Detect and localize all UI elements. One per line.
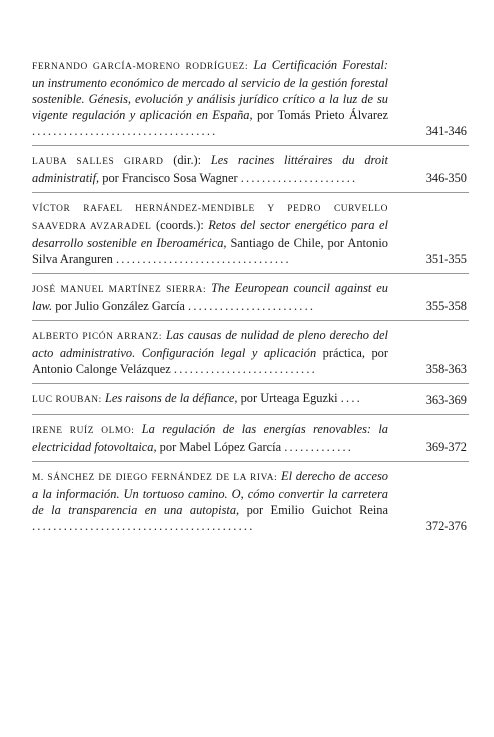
toc-entry-text [32, 421, 388, 455]
toc-reviewer: por Mabel López García [159, 440, 282, 454]
toc-leader-dots: ................................... [32, 124, 218, 138]
toc-reviewer: por Tomás Prieto Álvarez [256, 108, 388, 122]
toc-leader-dots: .......................................... [32, 519, 255, 533]
toc-entry [32, 152, 469, 193]
toc-title: Les racines littéraires du droit administratif, [32, 153, 388, 185]
toc-page-range: 369-372 [425, 440, 467, 454]
toc-author: LAUBA SALLES GIRARD [32, 157, 164, 167]
toc-leader-dots: .... [340, 391, 362, 405]
toc-author: IRENE RUÍZ OLMO: [32, 426, 135, 436]
toc-entry [32, 57, 469, 146]
toc-page-range: 355-358 [425, 299, 467, 313]
toc-entry-text [32, 390, 388, 408]
toc-entry [32, 390, 469, 415]
toc-author-role: (dir.): [173, 153, 202, 167]
toc-leader-dots: ........................... [173, 362, 317, 376]
toc-entry [32, 468, 469, 540]
toc-reviewer: por Emilio Guichot Reina [246, 503, 388, 517]
toc-reviewer: por Urteaga Eguzki [240, 391, 338, 405]
toc-author: ALBERTO PICÓN ARRANZ: [32, 332, 163, 342]
toc-author: FERNANDO GARCÍA-MORENO RODRÍGUEZ: [32, 62, 249, 72]
toc-page-range: 346-350 [425, 171, 467, 185]
toc-entry-text [32, 280, 388, 314]
toc-leader-dots: ............. [284, 440, 354, 454]
toc-page-range: 358-363 [425, 362, 467, 376]
toc-entry [32, 199, 469, 274]
toc-title: Retos del sector energético para el desarrollo sostenible en Iberoamérica, [32, 218, 388, 250]
toc-entry-text [32, 57, 388, 139]
toc-page-range: 363-369 [425, 393, 467, 407]
toc-page-range: 372-376 [425, 519, 467, 533]
toc-title: La regulación de las energías renovables: la electricidad fotovoltaica, [32, 422, 389, 454]
toc-title: Las causas de nulidad de pleno derecho del acto administrativo. Configuración legal y aplicación [32, 328, 388, 360]
toc-author-role: (coords.): [155, 218, 204, 232]
toc-entry-text [32, 327, 388, 377]
toc-title: El derecho de acceso a la información. Un tortuoso camino. O, cómo convertir la carretera de la transparencia en una autopista, [32, 469, 388, 517]
toc-reviewer: por Francisco Sosa Wagner [102, 171, 238, 185]
toc-page-range: 351-355 [425, 252, 467, 266]
toc-entry-text [32, 152, 388, 186]
toc-entry [32, 280, 469, 321]
toc-reviewer: Santiago de Chile, por Antonio Silva Aranguren [32, 236, 388, 266]
toc-title: The Eeuropean council against eu law. [32, 281, 388, 313]
toc-entry [32, 421, 469, 462]
toc-title: Les raisons de la défiance, [105, 391, 238, 405]
toc-author: JOSÉ MANUEL MARTÍNEZ SIERRA: [32, 285, 207, 295]
toc-reviewer: práctica, por Antonio Calonge Velázquez [32, 346, 388, 376]
toc-leader-dots: ........................ [188, 299, 316, 313]
toc-author: M. SÁNCHEZ DE DIEGO FERNÁNDEZ DE LA RIVA: [32, 473, 278, 483]
toc-leader-dots: ...................... [240, 171, 358, 185]
toc-leader-dots: ................................. [115, 252, 291, 266]
toc-author: VÍCTOR RAFAEL HERNÁNDEZ-MENDIBLE Y PEDRO CURVELLO SAAVEDRA AVZARADEL [32, 204, 388, 232]
toc-entry-text [32, 468, 388, 534]
toc-entry-text [32, 199, 388, 267]
table-of-contents [32, 57, 469, 546]
toc-entry [32, 327, 469, 384]
toc-title: La Certificación Forestal: un instrumento económico de mercado al servicio de la gestión forestal sostenible. Génesis, evolución y análisis jurídico crítico a la luz de su vigente regulación y aplicación en España, [32, 58, 388, 122]
toc-reviewer: por Julio González García [55, 299, 185, 313]
toc-author: LUC ROUBAN: [32, 395, 102, 405]
toc-page-range: 341-346 [425, 124, 467, 138]
